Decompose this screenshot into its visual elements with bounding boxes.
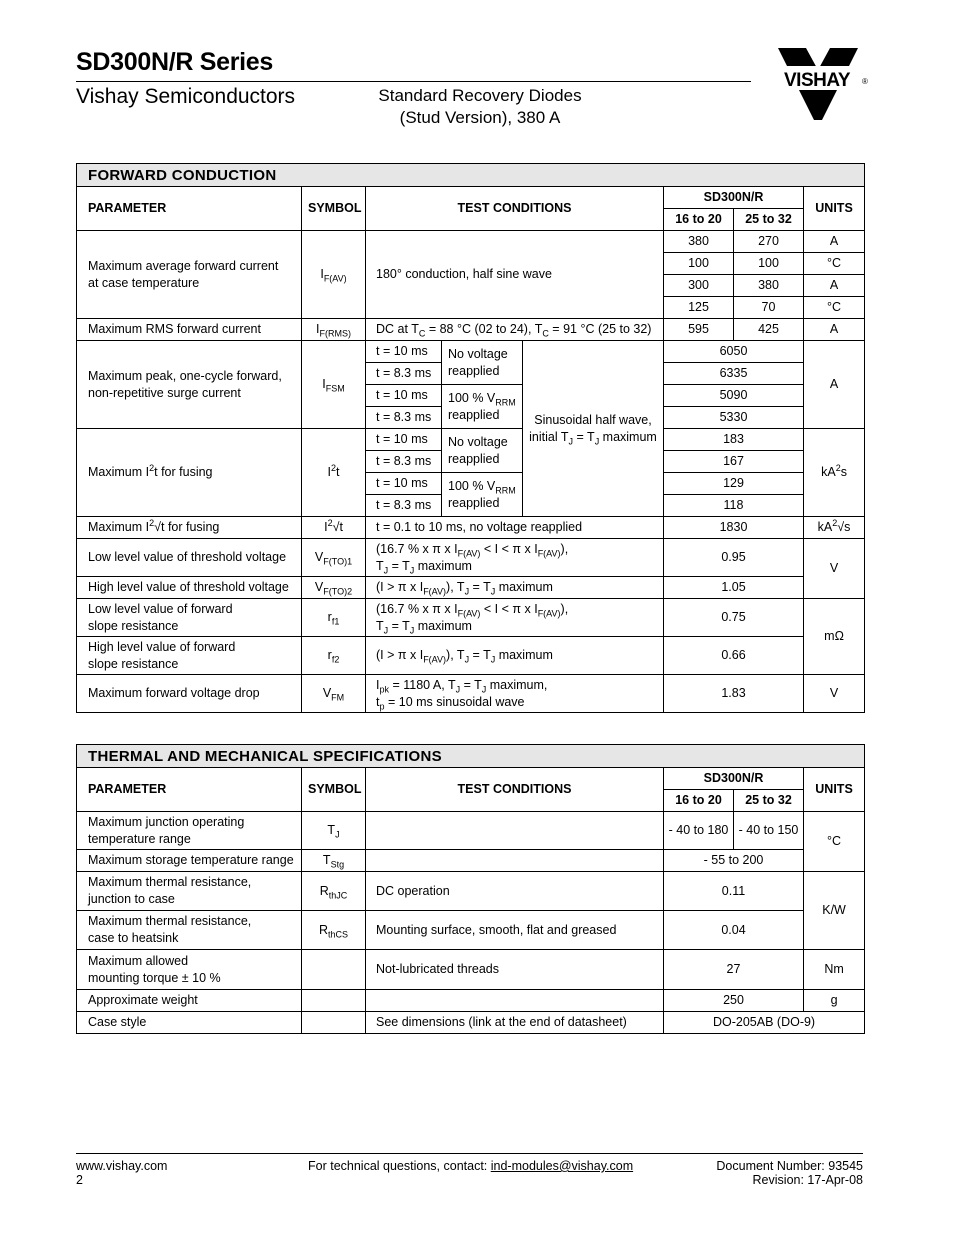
symbol-rf2: $r_{f2}$ [302, 637, 366, 675]
value-cell: - 40 to 180 [664, 812, 734, 850]
footer-left [76, 1159, 167, 1187]
footer-rule [76, 1153, 863, 1154]
test-i2sqrt: t = 0.1 to 10 ms, no voltage reapplied [366, 517, 664, 539]
test-low-threshold: (16.7 % x π x $I_{F(AV)} < I < \pi$ x $I_{F(AV)}$), $T_J = T_J$ maximum [366, 539, 664, 577]
logo-registered-mark: ® [862, 77, 868, 86]
value-cell: 0.11 [664, 872, 804, 911]
value-cell: 250 [664, 990, 804, 1012]
value-cell: 70 [734, 297, 804, 319]
thermal-mechanical-table [76, 744, 865, 1034]
forward-conduction-table [76, 163, 865, 713]
time-cell: t = 8.3 ms [366, 407, 442, 429]
footer-contact-email-link[interactable]: ind-modules@vishay.com [490, 1159, 634, 1173]
subtitle-line-1: Standard Recovery Diodes [378, 86, 582, 105]
param-approximate-weight: Approximate weight [77, 990, 302, 1012]
time-cell: t = 8.3 ms [366, 451, 442, 473]
value-cell: 125 [664, 297, 734, 319]
test-see-dimensions: See dimensions (link at the end of datasheet) [366, 1012, 664, 1034]
symbol-i2sqrt: $I^2√t$ [302, 517, 366, 539]
symbol-empty [302, 1012, 366, 1034]
test-empty [366, 990, 664, 1012]
header-col-25-32: 25 to 32 [734, 790, 804, 812]
unit-cell: A [804, 341, 865, 429]
header-parameter: PARAMETER [77, 768, 302, 812]
param-peak-surge-current: Maximum peak, one-cycle forward, non-repetitive surge current [77, 341, 302, 429]
test-empty [366, 850, 664, 872]
param-low-slope-resistance: Low level value of forward slope resistance [77, 599, 302, 637]
test-empty [366, 812, 664, 850]
vishay-logo [770, 44, 866, 124]
unit-cell: A [804, 319, 865, 341]
company-name: Vishay Semiconductors [76, 85, 296, 108]
unit-cell: mΩ [804, 599, 865, 675]
time-cell: t = 10 ms [366, 385, 442, 407]
value-cell: - 40 to 150 [734, 812, 804, 850]
vrrm-reapplied: 100 % $V_{RRM}$ reapplied [442, 473, 523, 517]
sinusoidal-half-wave-condition: Sinusoidal half wave, initial $T_J = T_J$ maximum [523, 341, 664, 517]
footer-contact [308, 1159, 633, 1173]
footer-page-number: 2 [76, 1173, 83, 1187]
unit-cell: °C [804, 812, 865, 872]
time-cell: t = 10 ms [366, 473, 442, 495]
value-cell: 1.05 [664, 577, 804, 599]
param-low-threshold-voltage: Low level value of threshold voltage [77, 539, 302, 577]
test-mounting-surface: Mounting surface, smooth, flat and greased [366, 911, 664, 950]
value-cell: 380 [664, 231, 734, 253]
value-cell: 380 [734, 275, 804, 297]
value-cell: 27 [664, 950, 804, 990]
value-cell: 270 [734, 231, 804, 253]
footer-document-number: Document Number: 93545 [716, 1159, 863, 1173]
time-cell: t = 10 ms [366, 429, 442, 451]
value-cell: 595 [664, 319, 734, 341]
param-i2sqrt-fusing: Maximum $I^2√t$ for fusing [77, 517, 302, 539]
param-avg-forward-current: Maximum average forward current at case temperature [77, 231, 302, 319]
symbol-rthcs: $R_{thCS}$ [302, 911, 366, 950]
header-parameter: PARAMETER [77, 187, 302, 231]
unit-cell: A [804, 231, 865, 253]
footer-contact-prefix: For technical questions, contact: [308, 1159, 491, 1173]
value-cell: 1.83 [664, 675, 804, 713]
param-mounting-torque: Maximum allowed mounting torque ± 10 % [77, 950, 302, 990]
document-subtitle [340, 85, 620, 129]
param-high-slope-resistance: High level value of forward slope resistance [77, 637, 302, 675]
subtitle-line-2: (Stud Version), 380 A [399, 108, 561, 127]
time-cell: t = 8.3 ms [366, 363, 442, 385]
no-voltage-reapplied: No voltage reapplied [442, 429, 523, 473]
unit-cell: Nm [804, 950, 865, 990]
unit-cell: V [804, 539, 865, 599]
param-i2t-fusing: Maximum $I^2t$ for fusing [77, 429, 302, 517]
test-not-lubricated: Not-lubricated threads [366, 950, 664, 990]
footer-website[interactable]: www.vishay.com [76, 1159, 168, 1173]
value-cell: - 55 to 200 [664, 850, 804, 872]
vrrm-reapplied: 100 % $V_{RRM}$ reapplied [442, 385, 523, 429]
value-cell: DO-205AB (DO-9) [664, 1012, 865, 1034]
param-junction-temperature: Maximum junction operating temperature range [77, 812, 302, 850]
test-forward-voltage-drop: $I_{pk} = 1180$ A, $T_J = T_J$ maximum, $t_p = 10$ ms sinusoidal wave [366, 675, 664, 713]
header-units: UNITS [804, 187, 865, 231]
param-thermal-resistance-cs: Maximum thermal resistance, case to heatsink [77, 911, 302, 950]
header-col-16-20: 16 to 20 [664, 209, 734, 231]
unit-cell: $kA^2s$ [804, 429, 865, 517]
value-cell: 167 [664, 451, 804, 473]
test-high-slope: (I > π x $I_{F(AV)}$), $T_J = T_J$ maximum [366, 637, 664, 675]
symbol-tj: $T_J$ [302, 812, 366, 850]
header-col-16-20: 16 to 20 [664, 790, 734, 812]
time-cell: t = 10 ms [366, 341, 442, 363]
header-symbol: SYMBOL [302, 768, 366, 812]
param-thermal-resistance-jc: Maximum thermal resistance, junction to case [77, 872, 302, 911]
unit-cell: °C [804, 297, 865, 319]
param-rms-forward-current: Maximum RMS forward current [77, 319, 302, 341]
param-case-style: Case style [77, 1012, 302, 1034]
symbol-tstg: $T_{Stg}$ [302, 850, 366, 872]
forward-section-title: FORWARD CONDUCTION [77, 164, 865, 187]
value-cell: 425 [734, 319, 804, 341]
unit-cell: °C [804, 253, 865, 275]
header-rule [76, 81, 751, 82]
test-rms-forward-current: DC at $T_C = 88$ °C (02 to 24), $T_C = 91$ °C (25 to 32) [366, 319, 664, 341]
symbol-rthjc: $R_{thJC}$ [302, 872, 366, 911]
unit-cell: V [804, 675, 865, 713]
time-cell: t = 8.3 ms [366, 495, 442, 517]
value-cell: 0.75 [664, 599, 804, 637]
unit-cell: A [804, 275, 865, 297]
unit-cell: $kA^2√s$ [804, 517, 865, 539]
value-cell: 100 [734, 253, 804, 275]
value-cell: 5090 [664, 385, 804, 407]
no-voltage-reapplied: No voltage reapplied [442, 341, 523, 385]
value-cell: 1830 [664, 517, 804, 539]
header-col-25-32: 25 to 32 [734, 209, 804, 231]
value-cell: 0.95 [664, 539, 804, 577]
unit-cell: g [804, 990, 865, 1012]
symbol-vfto1: $V_{F(TO)1}$ [302, 539, 366, 577]
unit-cell: K/W [804, 872, 865, 950]
test-high-threshold: (I > π x $I_{F(AV)}$), $T_J = T_J$ maximum [366, 577, 664, 599]
symbol-i2t: $I^2t$ [302, 429, 366, 517]
param-storage-temperature: Maximum storage temperature range [77, 850, 302, 872]
symbol-rf1: $r_{f1}$ [302, 599, 366, 637]
value-cell: 5330 [664, 407, 804, 429]
symbol-ifsm: $I_{FSM}$ [302, 341, 366, 429]
value-cell: 118 [664, 495, 804, 517]
header-symbol: SYMBOL [302, 187, 366, 231]
value-cell: 0.66 [664, 637, 804, 675]
test-dc-operation: DC operation [366, 872, 664, 911]
value-cell: 129 [664, 473, 804, 495]
symbol-empty [302, 950, 366, 990]
test-avg-forward-current: 180° conduction, half sine wave [366, 231, 664, 319]
symbol-vfto2: $V_{F(TO)2}$ [302, 577, 366, 599]
symbol-vfm: $V_{FM}$ [302, 675, 366, 713]
value-cell: 6050 [664, 341, 804, 363]
header-units: UNITS [804, 768, 865, 812]
series-title: SD300N/R Series [76, 48, 274, 76]
value-cell: 300 [664, 275, 734, 297]
header-device: SD300N/R [664, 768, 804, 790]
param-high-threshold-voltage: High level value of threshold voltage [77, 577, 302, 599]
value-cell: 100 [664, 253, 734, 275]
value-cell: 0.04 [664, 911, 804, 950]
param-forward-voltage-drop: Maximum forward voltage drop [77, 675, 302, 713]
test-low-slope: (16.7 % x π x $I_{F(AV)} < I < \pi$ x $I_{F(AV)}$), $T_J = T_J$ maximum [366, 599, 664, 637]
symbol-empty [302, 990, 366, 1012]
thermal-section-title: THERMAL AND MECHANICAL SPECIFICATIONS [77, 745, 865, 768]
header-device: SD300N/R [664, 187, 804, 209]
value-cell: 183 [664, 429, 804, 451]
footer-revision: Revision: 17-Apr-08 [752, 1173, 863, 1187]
value-cell: 6335 [664, 363, 804, 385]
logo-text: VISHAY [784, 70, 850, 91]
header-test-conditions: TEST CONDITIONS [366, 187, 664, 231]
symbol-if-rms: $I_{F(RMS)}$ [302, 319, 366, 341]
footer-right [640, 1159, 863, 1187]
header-test-conditions: TEST CONDITIONS [366, 768, 664, 812]
symbol-if-av: $I_{F(AV)}$ [302, 231, 366, 319]
